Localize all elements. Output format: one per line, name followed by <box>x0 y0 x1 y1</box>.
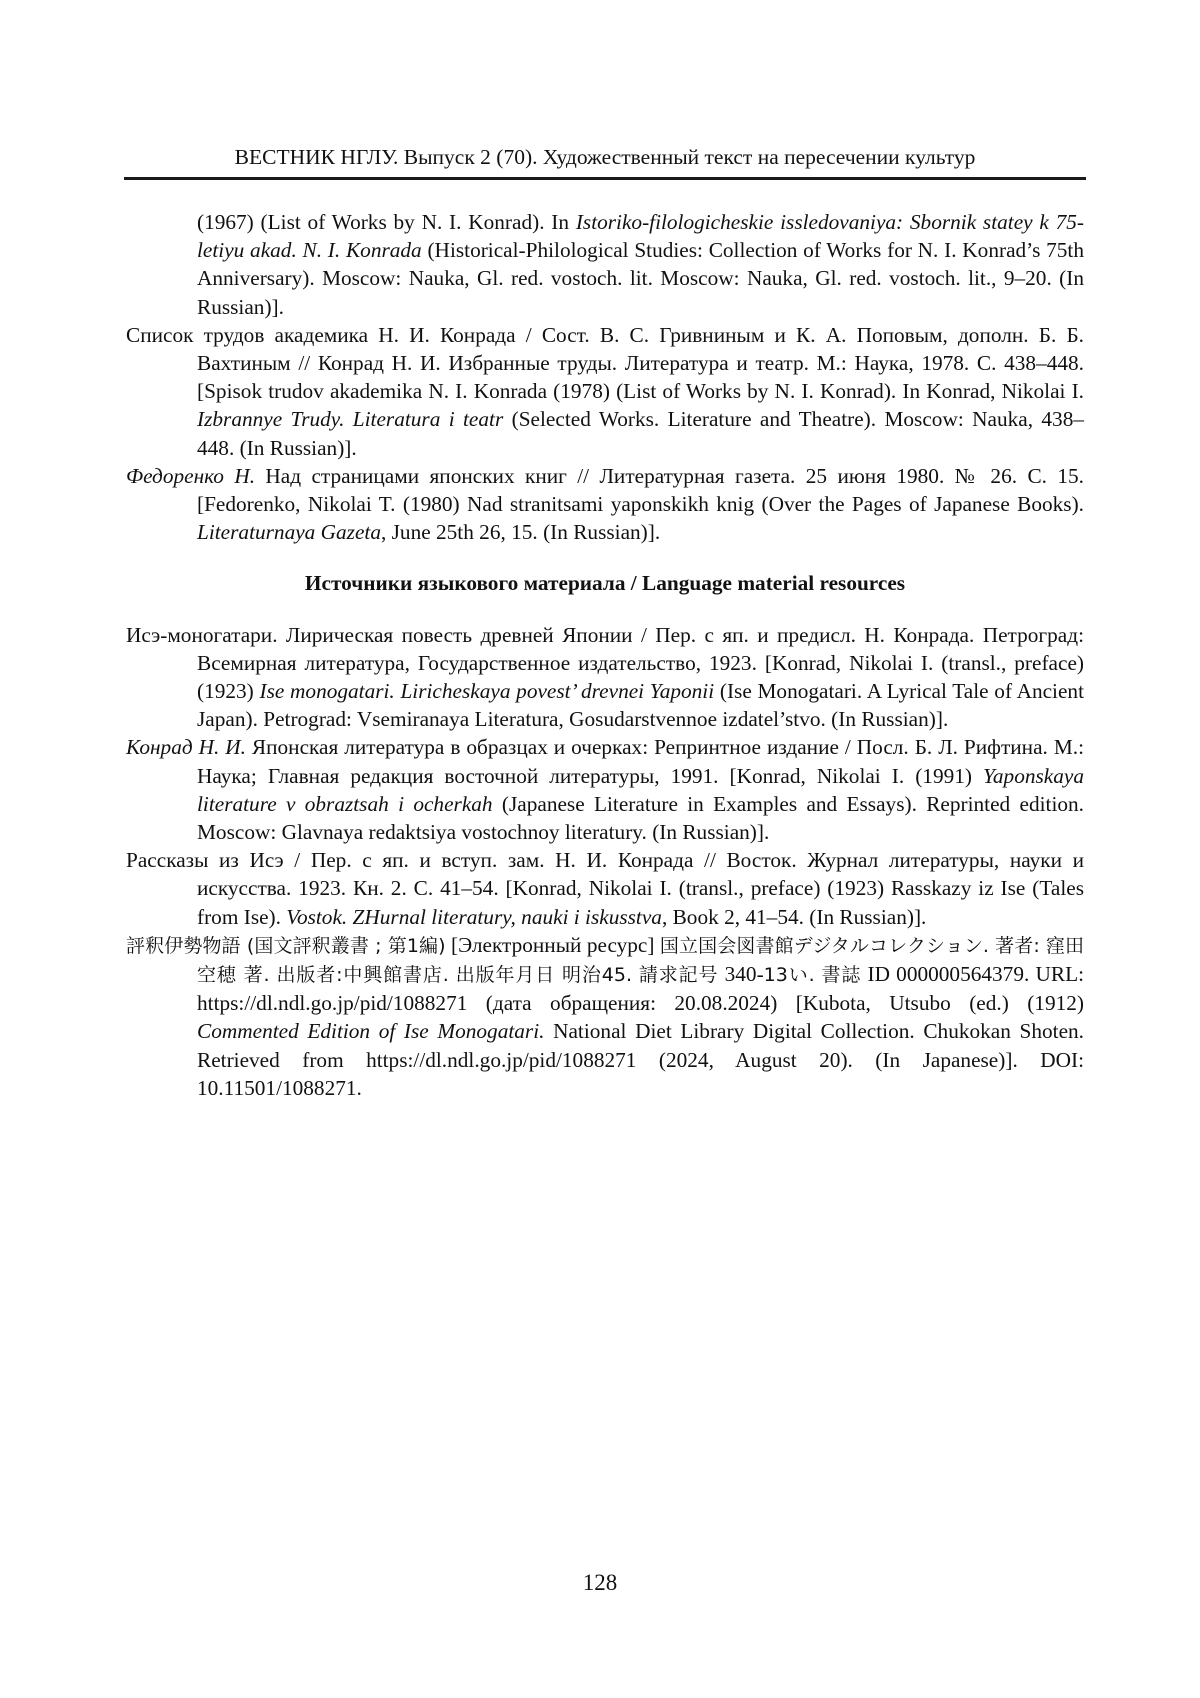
reference-text: 評釈伊勢物語 (国文評釈叢書 ; 第1編) <box>126 934 446 957</box>
reference-entry <box>126 462 1084 547</box>
reference-text: Рассказы из Исэ / Пер. с яп. и вступ. зам. Н. И. Конрада // Восток. Журнал литературы, науки и искусства. 1923. Кн. 2. С. 41–54. [Konrad, Nikolai I. (transl., preface) (1923) Rasskazy iz Ise (Tales from Ise). <box>126 848 1084 929</box>
reference-text: , June 25th 26, 15. (In Russian)]. <box>380 520 661 545</box>
reference-text: Ise monogatari. Liricheskaya povest’ drevnei Yaponii <box>259 679 715 704</box>
header-rule <box>124 177 1086 180</box>
reference-text: 13い. 書誌 <box>763 964 862 987</box>
reference-text: Vostok. ZHurnal literatury, nauki i iskusstva <box>286 904 662 929</box>
reference-entry <box>126 931 1084 1102</box>
sources-heading: Источники языкового материала / Language material resources <box>304 571 906 596</box>
reference-text: 国立国会図書館デジタルコレクション. 著者: 窪田空穂 著. 出版者:中興館書店. 出版年月日 明治45. 請求記号 <box>197 934 1085 987</box>
reference-entry <box>126 846 1084 931</box>
reference-text: Федоренко Н. <box>126 463 256 488</box>
reference-entry <box>126 733 1084 846</box>
reference-text: Literaturnaya Gazeta <box>197 520 381 545</box>
reference-text: Над страницами японских книг // Литературная газета. 25 июня 1980. № 26. С. 15. [Fedorenko, Nikolai T. (1980) Nad stranitsami yaponskikh knig (Over the Pages of Japanese Books). <box>197 463 1084 517</box>
reference-text: Commented Edition of Ise Monogatari. <box>197 1019 545 1044</box>
sources-list <box>126 621 1084 1102</box>
references-continued <box>126 208 1084 546</box>
reference-text: (Selected Works. Literature and Theatre). Moscow: Nauka, 438–448. (In Russian)]. <box>197 407 1084 460</box>
reference-text: (1967) (List of Works by N. I. Konrad). In <box>197 210 576 234</box>
reference-text: (Japanese Literature in Examples and Essays). Reprinted edition. Moscow: Glavnaya redaktsiya vostochnoy literatury. (In Russian)]. <box>197 791 1084 845</box>
running-head: ВЕСТНИК НГЛУ. Выпуск 2 (70). Художественный текст на пересечении культур <box>234 145 976 169</box>
reference-text: (Historical-Philological Studies: Collection of Works for N. I. Konrad’s 75th Anniversary). Moscow: Nauka, Gl. red. vostoch. lit. Moscow: Nauka, Gl. red. vostoch. lit., 9–20. (In Russian)]. <box>197 238 1084 319</box>
reference-text: Izbrannye Trudy. Literatura i teatr <box>197 407 504 432</box>
reference-entry <box>126 621 1084 734</box>
reference-text: 340- <box>718 962 764 987</box>
reference-text: Список трудов академика Н. И. Конрада / Сост. В. С. Гривниным и К. А. Поповым, дополн. Б. Б. Вахтиным // Конрад Н. И. Избранные труды. Литература и театр. М.: Наука, 1978. С. 438–448. [Spisok trudov akademika N. I. Konrada (1978) (List of Works by N. I. Konrad). In Konrad, Nikolai I. <box>126 322 1084 404</box>
page-number: 128 <box>582 1570 618 1595</box>
reference-entry <box>126 208 1084 321</box>
reference-entry <box>126 321 1084 462</box>
reference-text: Istoriko-filologicheskie issledovaniya: Sbornik statey k 75-letiyu akad. N. I. Konrada <box>197 210 1084 263</box>
reference-text: Конрад Н. И. <box>126 735 246 760</box>
reference-text: ID 000000564379. URL: https://dl.ndl.go.jp/pid/1088271 (дата обращения: 20.08.2024) [Kubota, Utsubo (ed.) (1912) <box>197 962 1084 1016</box>
reference-text: Исэ-моногатари. Лирическая повесть древней Японии / Пер. с яп. и предисл. Н. Конрада. Петроград: Всемирная литература, Государственное издательство, 1923. [Konrad, Nikolai I. (transl., preface) (1923) <box>126 622 1084 704</box>
body-text <box>126 208 1084 1102</box>
reference-text: National Diet Library Digital Collection. Chukokan Shoten. Retrieved from https://dl.ndl.go.jp/pid/1088271 (2024, August 20). (In Japanese)]. DOI: 10.11501/1088271. <box>197 1019 1085 1100</box>
reference-text: Yaponskaya literature v obraztsah i ocherkah <box>197 763 1084 816</box>
reference-text: , Book 2, 41–54. (In Russian)]. <box>661 904 927 929</box>
reference-text: (Ise Monogatari. A Lyrical Tale of Ancient Japan). Petrograd: Vsemiranaya Literatura, Gosudarstvennoe izdatel’stvo. (In Russian)]. <box>197 679 1084 732</box>
reference-text: Японская литература в образцах и очерках: Репринтное издание / Посл. Б. Л. Рифтина. М.: Наука; Главная редакция восточной литературы, 1991. [Konrad, Nikolai I. (1991) <box>197 735 1084 788</box>
reference-text: [Электронный ресурс] <box>445 932 660 957</box>
